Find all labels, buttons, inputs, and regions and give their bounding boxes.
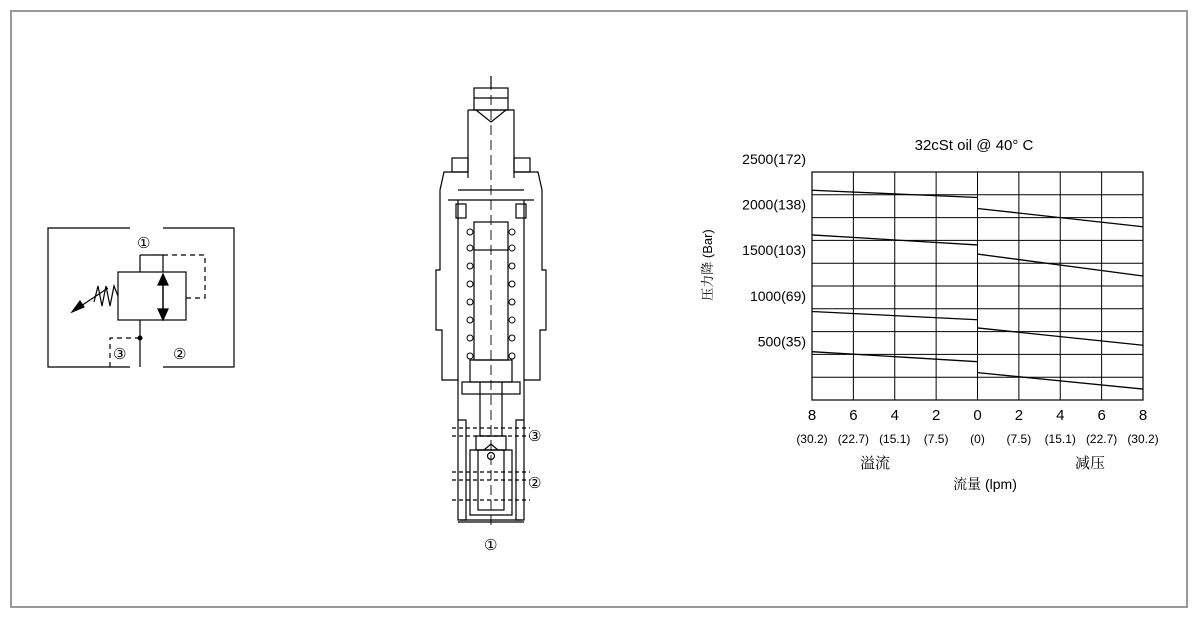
x-tick-sublabel: (30.2)	[796, 432, 828, 446]
x-tick-label: 8	[807, 407, 817, 424]
chart-x-ticks	[796, 407, 1158, 446]
chart-region-label-reducing: 减压	[1074, 455, 1106, 472]
chart-title: 32cSt oil @ 40° C	[914, 137, 1034, 154]
section-port-2-label: ②	[528, 474, 542, 492]
y-tick-label: 2000(138)	[742, 196, 806, 213]
x-tick-sublabel: (22.7)	[837, 432, 870, 446]
y-tick-label: 2500(172)	[742, 151, 806, 167]
symbol-port-2-label: ②	[173, 345, 187, 363]
x-tick-label: 6	[849, 407, 858, 424]
x-tick-label: 4	[1056, 407, 1065, 424]
x-tick-sublabel: (30.2)	[1127, 432, 1159, 446]
symbol-port-1-label: ①	[137, 234, 151, 252]
pressure-drop-chart	[700, 137, 1159, 492]
y-tick-label: 500(35)	[757, 333, 806, 350]
chart-grid	[812, 172, 1143, 400]
x-tick-sublabel: (15.1)	[1044, 432, 1076, 446]
x-tick-sublabel: (0)	[970, 432, 985, 446]
chart-region-label-relief: 溢流	[859, 455, 891, 472]
x-tick-sublabel: (7.5)	[923, 432, 949, 446]
x-tick-sublabel: (7.5)	[1006, 432, 1032, 446]
x-tick-label: 2	[1014, 407, 1024, 424]
x-tick-label: 8	[1138, 407, 1148, 424]
x-tick-label: 0	[973, 407, 982, 424]
x-tick-sublabel: (15.1)	[879, 432, 911, 446]
chart-y-ticks	[742, 151, 806, 349]
y-tick-label: 1000(69)	[749, 287, 806, 304]
section-port-3-label: ③	[528, 427, 542, 445]
x-tick-label: 6	[1097, 407, 1106, 424]
cartridge-section-view	[436, 76, 546, 530]
chart-x-axis-label: 流量 (lpm)	[953, 476, 1017, 492]
symbol-port-3-label: ③	[113, 345, 127, 363]
y-tick-label: 1500(103)	[742, 242, 806, 259]
section-port-1-label: ①	[484, 536, 498, 554]
chart-y-axis-label: 压力降 (Bar)	[700, 229, 715, 301]
x-tick-sublabel: (22.7)	[1085, 432, 1118, 446]
x-tick-label: 4	[890, 407, 899, 424]
x-tick-label: 2	[931, 407, 941, 424]
